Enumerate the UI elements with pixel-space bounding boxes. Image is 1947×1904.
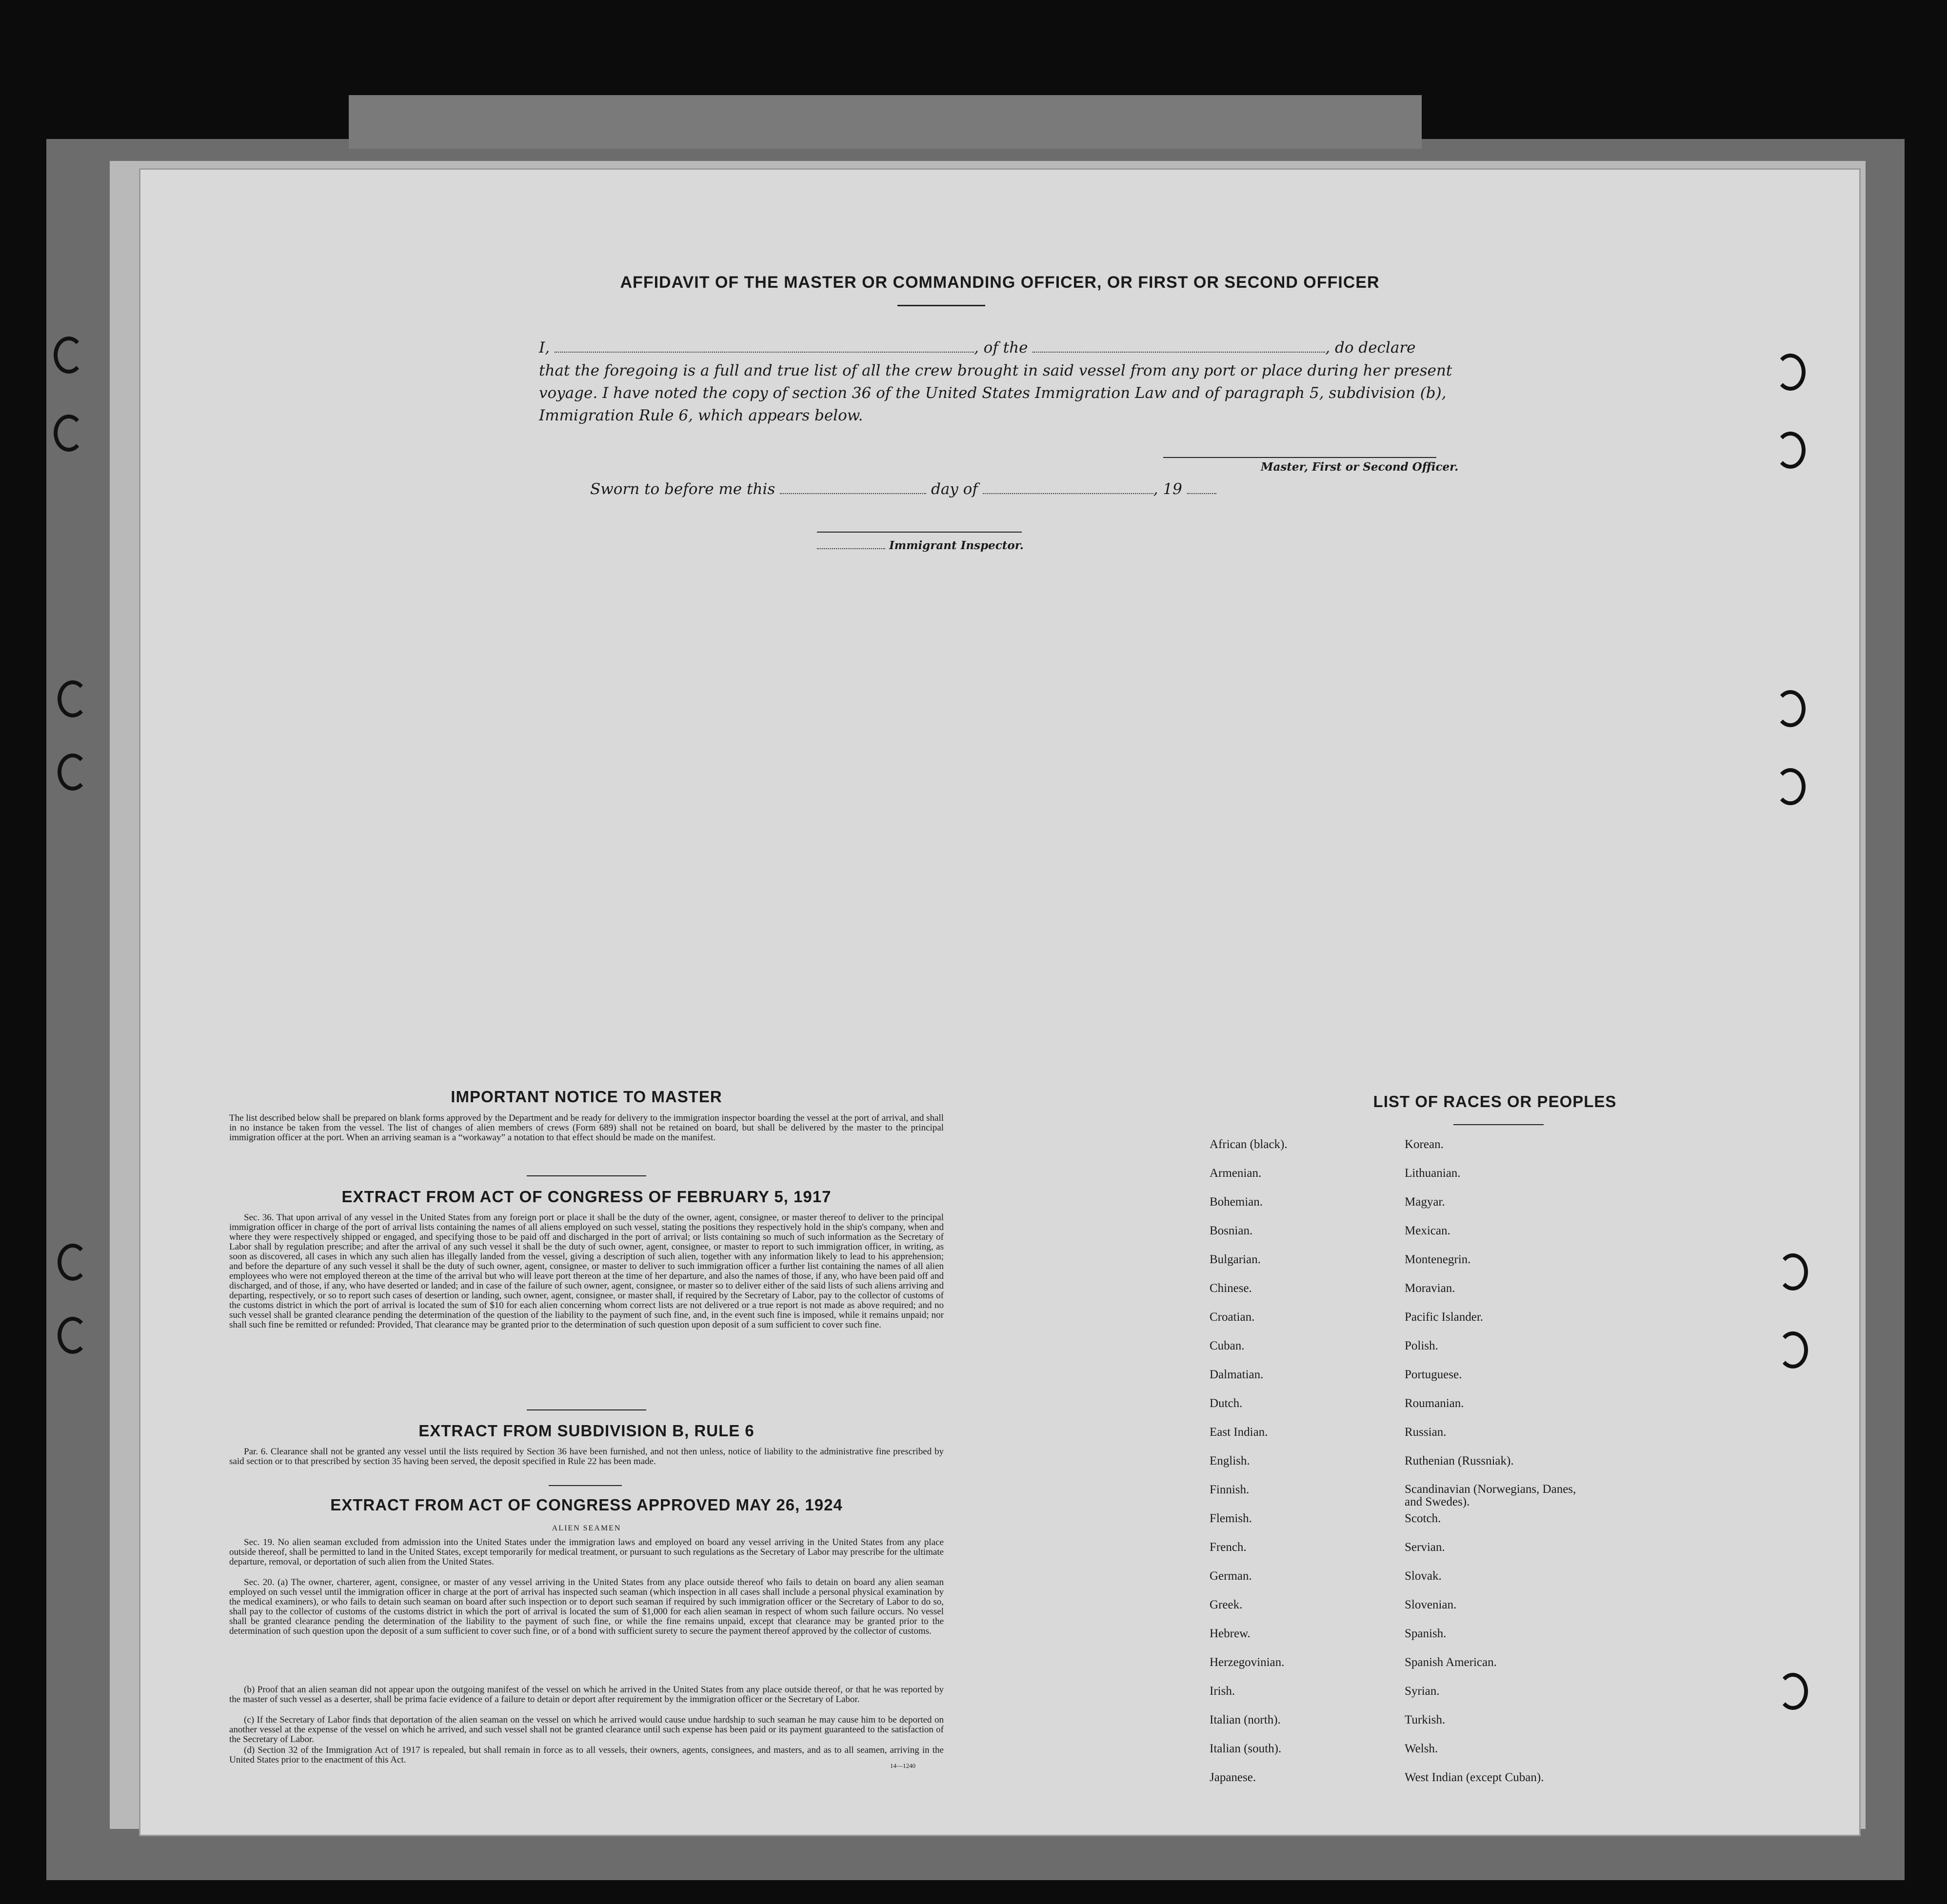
punch-hole-icon bbox=[1778, 1253, 1808, 1290]
race-item: Slovak. bbox=[1405, 1569, 1442, 1583]
sworn-line bbox=[590, 478, 1371, 500]
declaration-line-2: that the foregoing is a full and true list of all the crew brought in said vessel from any port or place during her present bbox=[539, 362, 1452, 379]
inspector-blank bbox=[817, 541, 885, 549]
divider bbox=[549, 1485, 622, 1486]
race-item: Greek. bbox=[1210, 1598, 1243, 1611]
day-blank bbox=[780, 481, 926, 494]
binder-ring-icon bbox=[58, 1317, 88, 1354]
extract-1924-sec20b: (b) Proof that an alien seaman did not appear upon the outgoing manifest of the vessel on which he arrived in the United States from any place outside thereof, or that he was reported by the master of such vessel as a deserter, shall be prima facie evidence of a failure to detain or deport after requirement by the immigration officer or the Secretary of Labor. bbox=[229, 1685, 944, 1705]
folder-tab-strip bbox=[349, 95, 1422, 149]
extract-rule6-body: Par. 6. Clearance shall not be granted any vessel until the lists required by Section 36 have been furnished, and not then unless, notice of liability to the administrative fine prescribed by said section or to that prescribed by section 35 having been served, the deposit specified in Rule 22 has been made. bbox=[229, 1447, 944, 1467]
race-item: Mexican. bbox=[1405, 1224, 1450, 1237]
race-item: French. bbox=[1210, 1541, 1247, 1554]
race-item: Armenian. bbox=[1210, 1167, 1262, 1180]
race-item: English. bbox=[1210, 1454, 1250, 1468]
race-item: African (black). bbox=[1210, 1138, 1288, 1151]
race-item: Moravian. bbox=[1405, 1282, 1455, 1295]
race-item: Italian (north). bbox=[1210, 1713, 1281, 1726]
sworn-start: Sworn to before me this bbox=[590, 480, 775, 498]
affidavit-page bbox=[139, 168, 1861, 1836]
declaration-line-4: Immigration Rule 6, which appears below. bbox=[539, 407, 863, 424]
punch-hole-icon bbox=[1775, 768, 1806, 805]
extract-1924-sec20d: (d) Section 32 of the Immigration Act of 1917 is repealed, but shall remain in force as to all vessels, their owners, agents, consignees, and masters, and as to all seamen, arriving in the United States prior to the enactment of this Act. bbox=[229, 1745, 944, 1765]
inspector-signature-line bbox=[817, 532, 1022, 533]
notice-title: IMPORTANT NOTICE TO MASTER bbox=[451, 1088, 722, 1106]
notice-body: The list described below shall be prepared on blank forms approved by the Department and be ready for delivery to the immigration inspector boarding the vessel at the port of arrival, and shall in no instance be taken from the vessel. The list of changes of alien members of crews (Form 689) shall not be retained on board, but shall be delivered by the master to the principal immigration officer at the port. When an arriving seaman is a “workaway” a notation to that effect should be made on the manifest. bbox=[229, 1113, 944, 1143]
race-item: German. bbox=[1210, 1569, 1252, 1583]
races-right-column bbox=[1405, 1138, 1590, 1800]
sworn-year: , 19 bbox=[1153, 480, 1182, 498]
race-item: East Indian. bbox=[1210, 1426, 1268, 1439]
affidavit-title: AFFIDAVIT OF THE MASTER OR COMMANDING OFFICER, OR FIRST OR SECOND OFFICER bbox=[620, 273, 1380, 292]
race-item: Herzegovinian. bbox=[1210, 1656, 1285, 1669]
race-item: West Indian (except Cuban). bbox=[1405, 1771, 1544, 1784]
divider bbox=[1453, 1124, 1544, 1125]
extract-1924-sec20c: (c) If the Secretary of Labor finds that deportation of the alien seaman on the vessel on which he arrived would cause undue hardship to such seaman he may cause him to be deported on another vessel at the expense of the vessel on which he arrived, and such vessel shall not be granted clearance until such expense has been paid or its payment guaranteed to the satisfaction of the Secretary of Labor. bbox=[229, 1715, 944, 1745]
race-item: Montenegrin. bbox=[1405, 1253, 1471, 1266]
race-item: Ruthenian (Russniak). bbox=[1405, 1454, 1514, 1468]
declaration-line-3: voyage. I have noted the copy of section 36 of the United States Immigration Law and of paragraph 5, subdivision (b), bbox=[539, 384, 1447, 402]
binder-ring-icon bbox=[58, 1244, 88, 1281]
alien-seamen-subtitle: ALIEN SEAMEN bbox=[552, 1524, 621, 1532]
binder-ring-icon bbox=[58, 680, 88, 717]
punch-hole-icon bbox=[1778, 1673, 1808, 1710]
race-item: Magyar. bbox=[1405, 1195, 1445, 1209]
race-item: Spanish. bbox=[1405, 1627, 1447, 1640]
race-item: Italian (south). bbox=[1210, 1742, 1282, 1755]
declaration-i: I, bbox=[539, 339, 550, 357]
race-item: Turkish. bbox=[1405, 1713, 1446, 1726]
declaration-do-declare: , do declare bbox=[1325, 339, 1416, 357]
race-item: Dalmatian. bbox=[1210, 1368, 1264, 1381]
punch-hole-icon bbox=[1778, 1331, 1808, 1368]
binder-ring-icon bbox=[54, 415, 84, 452]
race-item: Portuguese. bbox=[1405, 1368, 1462, 1381]
race-item: Roumanian. bbox=[1405, 1397, 1464, 1410]
punch-hole-icon bbox=[1775, 354, 1806, 391]
race-item: Korean. bbox=[1405, 1138, 1444, 1151]
extract-1924-title: EXTRACT FROM ACT OF CONGRESS APPROVED MAY 26, 1924 bbox=[330, 1496, 843, 1514]
race-item: Slovenian. bbox=[1405, 1598, 1457, 1611]
year-blank bbox=[1187, 481, 1216, 494]
punch-hole-icon bbox=[1775, 690, 1806, 727]
binder-ring-icon bbox=[54, 337, 84, 374]
vessel-blank bbox=[1033, 340, 1325, 353]
race-item: Lithuanian. bbox=[1405, 1167, 1461, 1180]
race-item: Dutch. bbox=[1210, 1397, 1243, 1410]
race-item: Hebrew. bbox=[1210, 1627, 1251, 1640]
race-item: Spanish American. bbox=[1405, 1656, 1497, 1669]
inspector-label: Immigrant Inspector. bbox=[889, 539, 1024, 552]
divider bbox=[897, 305, 985, 306]
race-item: Croatian. bbox=[1210, 1310, 1255, 1324]
extract-1917-title: EXTRACT FROM ACT OF CONGRESS OF FEBRUARY 5, 1917 bbox=[341, 1188, 832, 1206]
inspector-line bbox=[817, 539, 1024, 552]
race-item: Welsh. bbox=[1405, 1742, 1438, 1755]
name-blank bbox=[555, 340, 974, 353]
signature-label: Master, First or Second Officer. bbox=[1261, 460, 1459, 474]
races-title: LIST OF RACES OR PEOPLES bbox=[1373, 1092, 1617, 1111]
declaration-line-1 bbox=[539, 337, 1627, 359]
race-item: Polish. bbox=[1405, 1339, 1438, 1352]
race-item: Bosnian. bbox=[1210, 1224, 1253, 1237]
form-code: 14—1240 bbox=[890, 1762, 915, 1769]
race-item: Syrian. bbox=[1405, 1685, 1440, 1698]
races-left-column bbox=[1210, 1138, 1395, 1800]
race-item: Flemish. bbox=[1210, 1512, 1252, 1525]
extract-1924-sec20a: Sec. 20. (a) The owner, charterer, agent, consignee, or master of any vessel arriving in the United States from any place outside thereof who fails to detain on board any alien seaman employed on such vessel until the immigration officer in charge at the port of arrival has inspected such seaman (which inspection in all cases shall include a personal physical examination by the medical examiners), or who fails to detain such seaman on board after such inspection or to deport such seaman if required by such immigration officer or the Secretary of Labor to do so, shall pay to the collector of customs of the customs district in which the port of arrival is located the sum of $1,000 for each alien seaman in respect of whom such failure occurs. No vessel shall be granted clearance pending the determination of the liability to the payment of such fine, or while the fine remains unpaid, except that clearance may be granted prior to the determination of such question upon the deposit of a sum sufficient to cover such fine, or of a bond with sufficient surety to secure the payment thereof approved by the collector of customs. bbox=[229, 1577, 944, 1636]
extract-1924-sec19: Sec. 19. No alien seaman excluded from admission into the United States under the immigration laws and employed on board any vessel arriving in the United States from any place outside thereof, shall be permitted to land in the United States, except temporarily for medical treatment, or pursuant to such regulations as the Secretary of Labor may prescribe for the ultimate departure, removal, or deportation of such alien from the United States. bbox=[229, 1537, 944, 1567]
sworn-day-of: day of bbox=[931, 480, 978, 498]
race-item: Cuban. bbox=[1210, 1339, 1245, 1352]
race-item: Chinese. bbox=[1210, 1282, 1252, 1295]
race-item: Bulgarian. bbox=[1210, 1253, 1261, 1266]
month-blank bbox=[983, 481, 1153, 494]
race-item: Japanese. bbox=[1210, 1771, 1256, 1784]
race-item: Russian. bbox=[1405, 1426, 1447, 1439]
race-item: Irish. bbox=[1210, 1685, 1235, 1698]
race-item: Finnish. bbox=[1210, 1483, 1250, 1496]
race-item: Scandinavian (Norwegians, Danes, and Swedes). bbox=[1405, 1483, 1576, 1508]
divider bbox=[527, 1175, 646, 1176]
binder-ring-icon bbox=[58, 754, 88, 791]
affidavit-section bbox=[139, 273, 1861, 298]
race-item: Bohemian. bbox=[1210, 1195, 1263, 1209]
race-item: Servian. bbox=[1405, 1541, 1445, 1554]
race-item: Scotch. bbox=[1405, 1512, 1441, 1525]
race-item: Pacific Islander. bbox=[1405, 1310, 1484, 1324]
extract-1917-body: Sec. 36. That upon arrival of any vessel in the United States from any foreign port or place it shall be the duty of the owner, agent, consignee, or master thereof to deliver to the principal immigration officer in charge of the port of arrival lists containing the names of all aliens employed on such vessel, stating the positions they respectively hold in the ship's company, when and where they were respectively shipped or engaged, and specifying those to be paid off and discharged in the port of arrival; or lists containing so much of such information as the Secretary of Labor shall by regulation prescribe; and after the arrival of any such vessel it shall be the duty of such owner, agent, consignee, or master to report to such immigration officer, in writing, as soon as discovered, all cases in which any such alien has illegally landed from the vessel, giving a description of such alien, together with any information likely to lead to his apprehension; and before the departure of any such vessel it shall be the duty of such owner, agent, consignee, or master to deliver to such immigration officer a further list containing the names of all alien employees who were not employed thereon at the time of the arrival but who will leave port thereon at the time of her departure, and also the names of those, if any, who have been paid off and discharged, and of those, if any, who have deserted or landed; and in case of the failure of such owner, agent, consignee, or master so to deliver either of the said lists of such aliens arriving and departing, respectively, or so to report such cases of desertion or landing, such owner, agent, consignee, or master shall, if required by the Secretary of Labor, pay to the collector of customs of the customs district in which the port of arrival is located the sum of $10 for each alien concerning whom correct lists are not delivered or a true report is not made as above required; and no such vessel shall be granted clearance pending the determination of the question of the liability to the payment of such fine, and, in the event such fine is imposed, while it remains unpaid; nor shall such fine be remitted or refunded: Provided, That clearance may be granted prior to the determination of such question upon deposit of a sum sufficient to cover such fine. bbox=[229, 1212, 944, 1330]
punch-hole-icon bbox=[1775, 432, 1806, 469]
extract-rule6-title: EXTRACT FROM SUBDIVISION B, RULE 6 bbox=[418, 1422, 755, 1440]
divider bbox=[527, 1409, 646, 1410]
declaration-of-the: , of the bbox=[974, 339, 1028, 357]
